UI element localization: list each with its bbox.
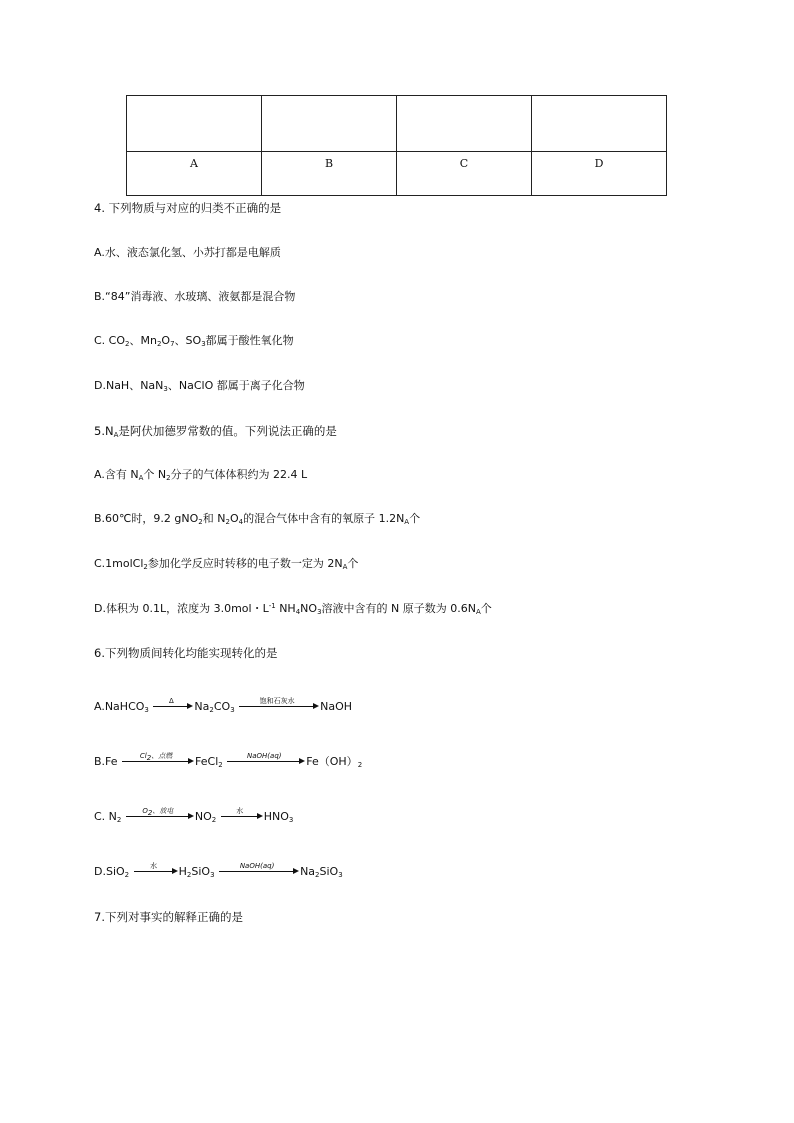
q6-option-a: A.NaHCO$_3$ Δ $Na_2CO_3$ 饱和石灰水 NaOH	[94, 697, 353, 714]
q5-option-a: A.含有 $N_A$个 $N_2$分子的气体体积约为 22.4 L	[94, 468, 308, 482]
reaction-arrow: NaOH(aq)	[227, 755, 305, 769]
option-d-label: D	[532, 152, 667, 196]
q6-option-d: D.SiO$_2$ 水 $H_2SiO_3$ NaOH(aq) $Na_2SiO_3$	[94, 862, 343, 879]
option-b-image-cell	[262, 96, 397, 152]
q6-stem: 6.下列物质间转化均能实现转化的是	[94, 646, 278, 660]
options-table	[126, 95, 667, 196]
option-d-image-cell	[532, 96, 667, 152]
reaction-arrow: NaOH(aq)	[219, 865, 299, 879]
q7-stem: 7.下列对事实的解释正确的是	[94, 910, 243, 924]
option-a-image-cell	[127, 96, 262, 152]
options-image-row	[127, 96, 667, 152]
q6-option-b: B.Fe $Cl_2$、点燃 FeCl$_2$ NaOH(aq) $Fe(OH)_2$	[94, 752, 363, 769]
reaction-arrow: 水	[221, 810, 263, 824]
q5-option-d: D.体积为 0.1L，浓度为 3.0mol・$L^{-1}$ $NH_4NO_3$溶液中含有的 N 原子数为 $0.6N_A$个	[94, 602, 492, 616]
options-label-row	[127, 152, 667, 196]
q5-option-c: C.1molCl$_2$参加化学反应时转移的电子数一定为 $2N_A$个	[94, 557, 359, 571]
reaction-arrow: 水	[134, 865, 178, 879]
option-b-label: B	[262, 152, 397, 196]
option-c-label: C	[397, 152, 532, 196]
reaction-arrow: $Cl_2$、点燃	[122, 755, 194, 769]
q4-option-d: D.NaH、NaN$_3$、NaClO 都属于离子化合物	[94, 379, 305, 393]
reaction-arrow: $O_2$、放电	[126, 810, 194, 824]
q5-option-b: B.60℃时，9.2 gNO$_2$和 $N_2O_4$的混合气体中含有的氧原子 $1.2N_A$个	[94, 512, 421, 526]
q4-stem: 4. 下列物质与对应的归类不正确的是	[94, 201, 282, 215]
q6-option-c: C. $N_2$ $O_2$、放电 $NO_2$ 水 $HNO_3$	[94, 807, 294, 824]
q5-stem: $5.N_A$是阿伏加德罗常数的值。下列说法正确的是	[94, 424, 337, 439]
q4-option-a: A.水、液态氯化氢、小苏打都是电解质	[94, 246, 281, 259]
reaction-arrow: Δ	[153, 700, 193, 714]
q4-option-b: B.“84”消毒液、水玻璃、液氨都是混合物	[94, 290, 296, 303]
option-c-image-cell	[397, 96, 532, 152]
option-a-label: A	[127, 152, 262, 196]
reaction-arrow: 饱和石灰水	[239, 700, 319, 714]
q4-option-c: C. $CO_2$、$Mn_2O_7$、$SO_3$都属于酸性氧化物	[94, 334, 294, 348]
